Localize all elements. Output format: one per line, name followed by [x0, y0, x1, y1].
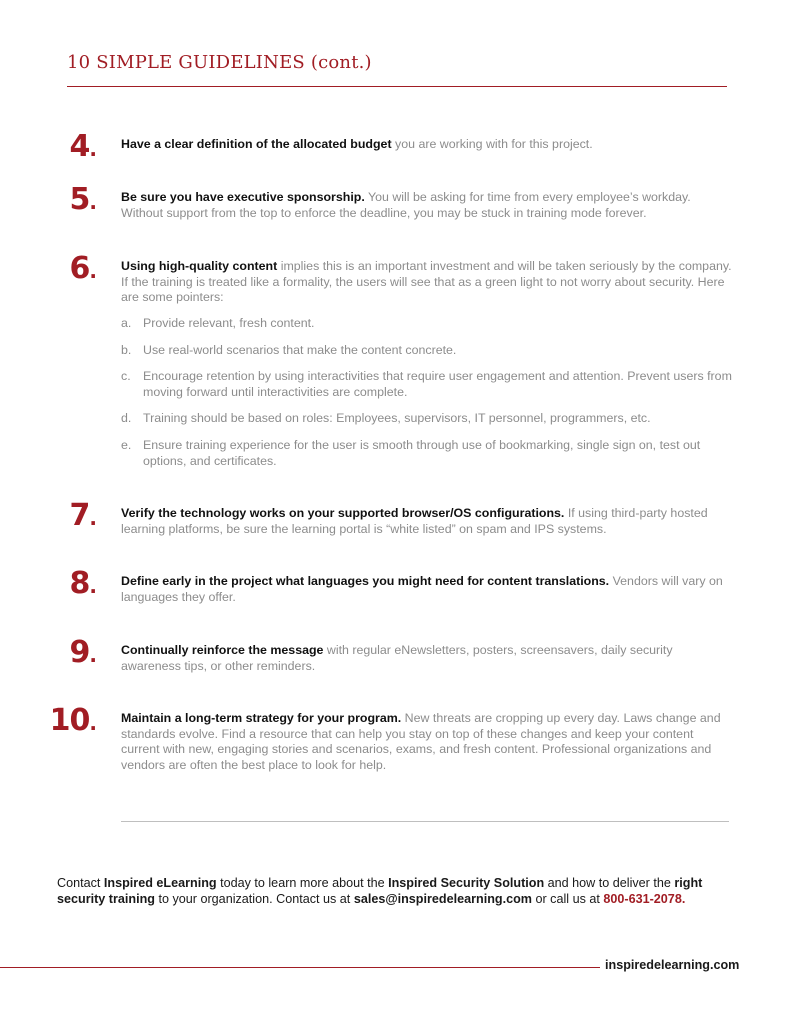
- guideline-number: 8.: [69, 566, 96, 601]
- contact-email-link[interactable]: sales@inspiredelearning.com: [353, 891, 532, 906]
- guideline-text: Verify the technology works on your supported browser/OS configurations. If using third-party hosted learning platforms, be sure the learning portal is “white listed” on spam and IPS systems.: [121, 506, 708, 536]
- title-divider: [67, 86, 727, 87]
- list-item: b. Use real-world scenarios that make the content concrete.: [121, 343, 457, 357]
- list-item: e. Ensure training experience for the user is smooth through use of bookmarking, single sign on, test out options, and certificates.: [121, 438, 701, 468]
- guideline-number: 5.: [69, 182, 96, 217]
- guideline-number: 4.: [69, 129, 96, 164]
- guideline-number: 9.: [69, 635, 96, 670]
- list-item: c. Encourage retention by using interactivities that require user engagement and attention. Prevent users from moving forward until interactivities are complete.: [121, 369, 732, 399]
- section-divider: [121, 821, 729, 822]
- guideline-text: Using high-quality content implies this is an important investment and will be taken seriously by the company. If the training is treated like a formality, the users will see that as a green light to not worry about security. Here are some pointers:: [121, 259, 732, 305]
- list-item: a. Provide relevant, fresh content.: [121, 316, 315, 330]
- list-item: d. Training should be based on roles: Employees, supervisors, IT personnel, programmers, etc.: [121, 411, 651, 425]
- contact-phone-link[interactable]: 800-631-2078.: [603, 891, 686, 906]
- guideline-text: Maintain a long-term strategy for your program. New threats are cropping up every day. Laws change and standards evolve. Find a resource that can help you stay on top of these changes and keep your content current with new, engaging stories and scenarios, exams, and fresh content. Professional organizations and vendors are often the best place to look for help.: [121, 711, 721, 772]
- guideline-number: 6.: [69, 251, 96, 286]
- guideline-text: Have a clear definition of the allocated budget you are working with for this project.: [121, 137, 593, 151]
- guideline-text: Be sure you have executive sponsorship. You will be asking for time from every employee’s workday. Without support from the top to enforce the deadline, you may be stuck in training mode forever.: [121, 190, 691, 220]
- footer-website-link[interactable]: inspiredelearning.com: [605, 958, 740, 972]
- footer-divider: [0, 967, 600, 968]
- guideline-text: Continually reinforce the message with regular eNewsletters, posters, screensavers, daily security awareness tips, or other reminders.: [121, 643, 673, 673]
- guideline-number: 7.: [69, 498, 96, 533]
- guideline-text: Define early in the project what languages you might need for content translations. Vendors will vary on languages they offer.: [121, 574, 723, 604]
- page-title: 10 SIMPLE GUIDELINES (cont.): [67, 52, 372, 73]
- contact-paragraph: Contact Inspired eLearning today to learn more about the Inspired Security Solution and how to deliver the right security training to your organization. Contact us at sales@inspiredelearning.com or call us at 800-631-2078.: [57, 876, 703, 906]
- guideline-number: 10.: [49, 703, 96, 738]
